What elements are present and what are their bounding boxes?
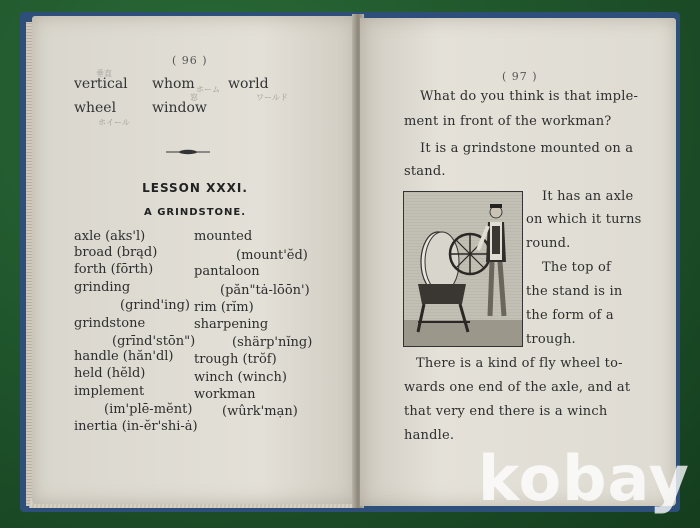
word: vertical — [74, 76, 128, 92]
vocab-entry: mounted — [194, 229, 253, 244]
text-line: the form of a — [526, 308, 614, 323]
vocab-entry: forth (fōrth) — [74, 262, 154, 277]
vocab-entry: trough (trŏf) — [194, 352, 277, 367]
word: wheel — [74, 100, 117, 116]
vocab-entry: axle (aks'l) — [74, 229, 146, 244]
pencil-annotation: 窓 — [190, 93, 198, 102]
divider-ornament — [166, 149, 210, 155]
right-page-number: ( 97 ) — [502, 70, 538, 83]
vocab-entry: (păn"tȧ-lōōn') — [220, 283, 310, 298]
vocab-entry: rim (rĭm) — [194, 300, 254, 315]
kobay-watermark: kobay — [478, 442, 690, 515]
text-line: It has an axle — [542, 189, 634, 204]
vocab-entry: (grīnd'stōn") — [112, 334, 196, 349]
pencil-annotation: ワールド — [256, 93, 288, 102]
vocab-entry: (wûrk'mạn) — [222, 404, 298, 419]
text-line: handle. — [404, 428, 455, 443]
vocab-entry: workman — [194, 387, 256, 402]
vocab-entry: winch (winch) — [194, 370, 287, 385]
vocab-entry: pantaloon — [194, 264, 260, 279]
text-line: on which it turns — [526, 212, 642, 227]
lesson-subtitle: A GRINDSTONE. — [143, 207, 247, 218]
vocab-entry: inertia (in-ĕr'shi-ȧ) — [74, 419, 198, 434]
text-line: The top of — [542, 260, 612, 275]
word: world — [228, 76, 269, 92]
left-page-number: ( 96 ) — [172, 54, 208, 67]
text-line: that very end there is a winch — [404, 404, 608, 419]
vocab-entry: grinding — [74, 280, 131, 295]
vocab-entry: implement — [74, 384, 145, 399]
text-line: What do you think is that imple- — [420, 89, 639, 104]
lesson-title: LESSON XXXI. — [142, 181, 248, 195]
word: whom — [152, 76, 195, 92]
pencil-annotation: ホイール — [98, 118, 130, 127]
pencil-annotation: 垂直 — [96, 69, 112, 78]
grindstone-illustration — [403, 191, 523, 347]
vocab-entry: sharpening — [194, 317, 269, 332]
vocab-entry: grindstone — [74, 316, 146, 331]
text-line: trough. — [526, 332, 576, 347]
text-line: There is a kind of fly wheel to- — [416, 356, 623, 371]
vocab-entry: (im'plē-mĕnt) — [104, 402, 193, 417]
text-line: ment in front of the workman? — [404, 114, 612, 129]
vocab-entry: held (hĕld) — [74, 366, 146, 381]
text-line: It is a grindstone mounted on a — [420, 141, 634, 156]
word: window — [152, 100, 207, 116]
pencil-annotation: ホーム — [196, 85, 220, 94]
text-line: round. — [526, 236, 571, 251]
vocab-entry: (shärp'nĭng) — [232, 335, 313, 350]
vocab-entry: (mount'ĕd) — [236, 248, 308, 263]
vocab-entry: broad (brąd) — [74, 245, 158, 260]
vocab-entry: handle (hăn'dl) — [74, 349, 174, 364]
vocab-entry: (grind'ing) — [120, 298, 190, 313]
text-line: the stand is in — [526, 284, 623, 299]
text-line: stand. — [404, 164, 446, 179]
text-line: wards one end of the axle, and at — [404, 380, 631, 395]
